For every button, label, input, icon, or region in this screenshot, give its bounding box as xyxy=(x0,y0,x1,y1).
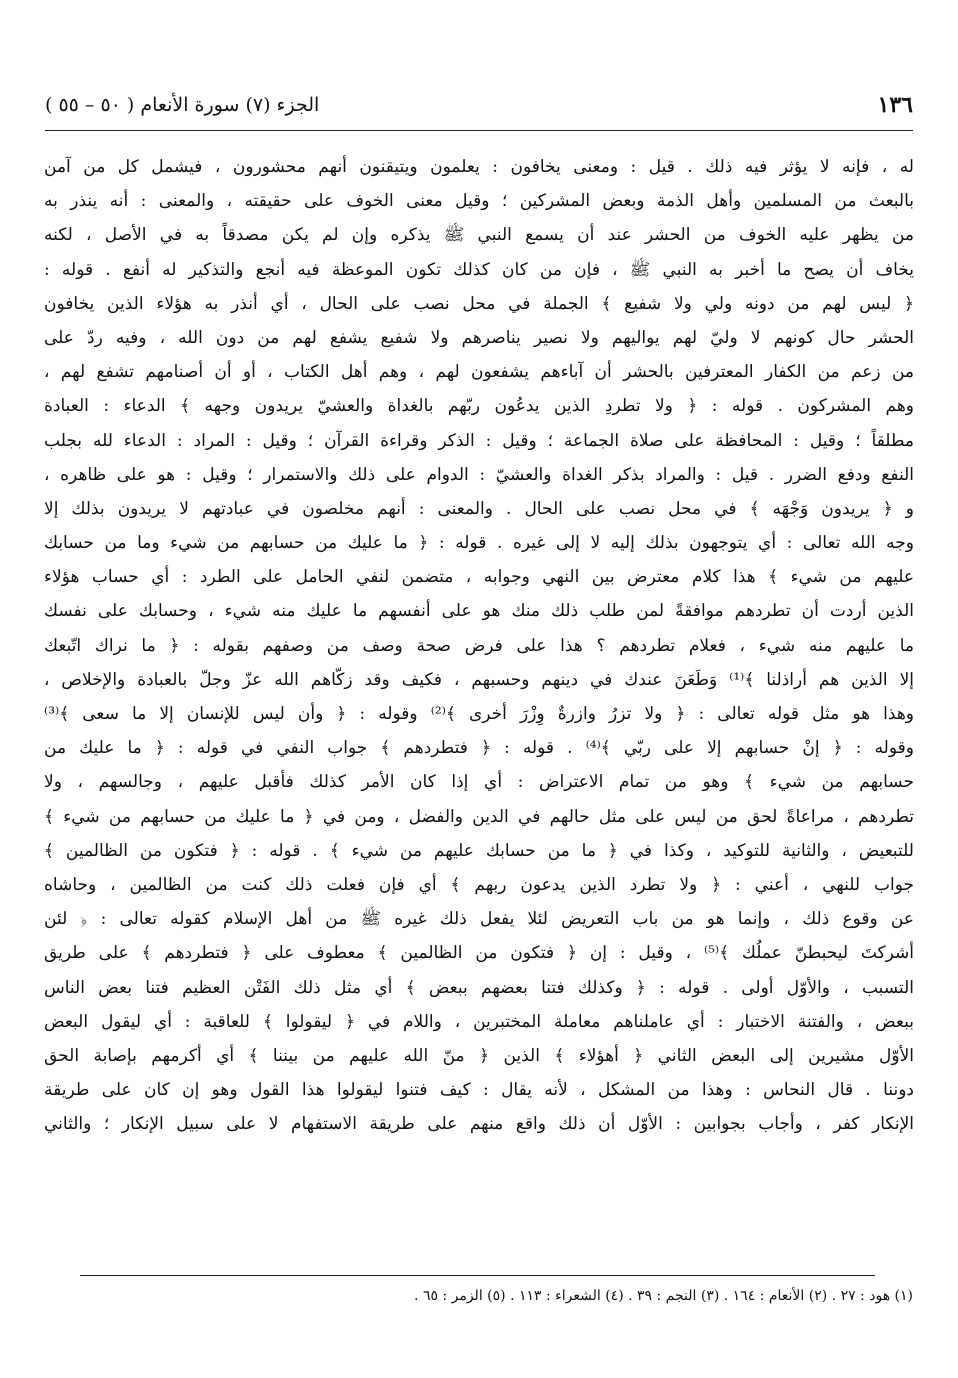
text-line: مطلقاً ؛ وقيل : المحافظة على صلاة الجماعة ؛ وقيل : الذكر وقراءة القرآن ؛ وقيل : المراد : الدعاء لله بجلب xyxy=(44,430,914,451)
text-line: وجه الله تعالى : أي يتوجهون بذلك إليه لا إلى غيره . قوله : ﴿ ما عليك من حسابهم من شيء وما من حسابك xyxy=(44,533,914,554)
text-line: ما عليهم منه شيء ، فعلام تطردهم ؟ هذا على فرض صحة وصف من وصفهم بقوله : ﴿ ما نراك اتّبعك xyxy=(44,635,914,656)
text-line: عليهم من شيء ﴾ هذا كلام معترض بين النهي وجوابه ، متضمن لنفي الحامل على الطرد : أي حساب هؤلاء xyxy=(44,567,914,588)
body-text xyxy=(44,150,914,1141)
text-line: الإنكار كفر ، وأجاب بجوابين : الأوّل أن ذلك واقع منهم على طريقة الاستفهام لا على سبيل الإنكار ؛ والثاني xyxy=(44,1114,914,1135)
footnotes: (١) هود : ٢٧ . (٢) الأنعام : ١٦٤ . (٣) النجم : ٣٩ . (٤) الشعراء : ١١٣ . (٥) الزمر : ٦٥ . xyxy=(414,1288,913,1304)
text-line: له ، فإنه لا يؤثر فيه ذلك . قيل : ومعنى يخافون : يعلمون ويتيقنون أنهم محشورون ، فيشمل كل من آمن xyxy=(44,157,914,177)
text-line: التسبب ، والأوّل أولى . قوله : ﴿ وكذلك فتنا بعضهم ببعض ﴾ أي مثل ذلك الفَتْن العظيم فتنا بعض الناس xyxy=(44,977,914,998)
text-line: الحشر حال كونهم لا وليّ لهم يواليهم ولا نصير يناصرهم ولا شفيع يشفع لهم من دون الله ، وفيه ردّ على xyxy=(44,327,914,348)
text-line: إلا الذين هم أراذلنا ﴾⁽¹⁾ وَطَعَنَ عندك في دينهم وحسبهم ، فكيف وقد زكّاهم الله عزّ وجلّ بالعبادة والإخلاص ، xyxy=(44,669,914,690)
page-number: ١٣٦ xyxy=(877,92,913,118)
header-rule xyxy=(45,130,913,131)
text-line: الذين أردت أن تطردهم موافقةً لمن طلب ذلك منك هو على أنفسهم ما عليك منه شيء ، وحسابك على نفسك xyxy=(44,601,914,622)
text-line: من زعم من الكفار المعترفين بالحشر أن آباءهم يشفعون لهم ، وهم أهل الكتاب ، أو أن أصنامهم تشفع لهم ، xyxy=(44,362,914,383)
text-line: جواب للنهي ، أعني : ﴿ ولا تطرد الذين يدعون ربهم ﴾ أي فإن فعلت ذلك كنت من الظالمين ، وحاشاه xyxy=(44,874,914,895)
text-line: دوننا . قال النحاس : وهذا من المشكل ، لأنه يقال : كيف فتنوا ليقولوا هذا القول وهو إن كان على طريقة xyxy=(44,1080,914,1101)
text-line: أشركتَ ليحبطنّ عملُك ﴾⁽⁵⁾ ، وقيل : إن ﴿ فتكون من الظالمين ﴾ معطوف على ﴿ فتطردهم ﴾ على طريق xyxy=(44,943,914,964)
text-line: يخاف أن يصح ما أخبر به النبي ﷺ ، فإن من كان كذلك تكون الموعظة فيه أنجع والتذكير له أنفع . قوله : xyxy=(44,259,914,280)
text-line: تطردهم ، مراعاةً لحق من ليس على مثل حالهم في الدين والفضل ، ومن في ﴿ ما عليك من حسابهم من شيء ﴾ xyxy=(44,806,914,827)
text-line: من يظهر عليه الخوف من الحشر عند أن يسمع النبي ﷺ يذكره وإن لم يكن مصدقاً به في الأصل ، لكنه xyxy=(44,225,914,246)
text-line: عن وقوع ذلك ، وإنما هو من باب التعريض لئلا يفعل ذلك غيره ﷺ من أهل الإسلام كقوله تعالى : ﴿ لئن xyxy=(44,909,914,930)
running-title: الجزء (٧) سورة الأنعام ( ٥٠ – ٥٥ ) xyxy=(45,94,320,116)
text-line: حسابهم من شيء ﴾ وهو من تمام الاعتراض : أي إذا كان الأمر كذلك فأقبل عليهم ، وجالسهم ، ولا xyxy=(44,772,914,793)
text-line: وهم المشركون . قوله : ﴿ ولا تطردِ الذين يدعُون ربّهم بالغداة والعشيّ يريدون وجهه ﴾ الدعاء : العبادة xyxy=(44,396,914,417)
text-line: ﴿ ليس لهم من دونه ولي ولا شفيع ﴾ الجملة في محل نصب على الحال ، أي أنذر به هؤلاء الذين يخافون xyxy=(44,293,914,314)
footnote-rule xyxy=(80,1275,875,1276)
text-line: الأوّل مشيرين إلى البعض الثاني ﴿ أهؤلاء ﴾ الذين ﴿ منّ الله عليهم من بيننا ﴾ أي أكرمهم بإصابة الحق xyxy=(44,1045,914,1066)
text-line: بالبعث من المسلمين وأهل الذمة وبعض المشركين ؛ وقيل معنى الخوف على حقيقته ، والمعنى : أنه ينذر به xyxy=(44,191,914,212)
text-line: وقوله : ﴿ إنْ حسابهم إلا على ربّي ﴾⁽⁴⁾ . قوله : ﴿ فتطردهم ﴾ جواب النفي في قوله : ﴿ ما عليك من xyxy=(44,738,914,759)
text-line: النفع ودفع الضرر . قيل : والمراد بذكر الغداة والعشيّ : الدوام على ذلك والاستمرار ؛ وقيل : هو على ظاهره ، xyxy=(44,464,914,485)
text-line: وهذا هو مثل قوله تعالى : ﴿ ولا تزرُ وازرةٌ وِزْرَ أخرى ﴾⁽²⁾ وقوله : ﴿ وأن ليس للإنسان إلا ما سعى ﴾⁽³⁾ xyxy=(44,704,914,724)
text-line: و ﴿ يريدون وَجْهَه ﴾ في محل نصب على الحال . والمعنى : أنهم مخلصون في عبادتهم لا يريدون بذلك إلا xyxy=(44,498,914,519)
text-line: للتبعيض ، والثانية للتوكيد ، وكذا في ﴿ ما من حسابك عليهم من شيء ﴾ . قوله : ﴿ فتكون من الظالمين ﴾ xyxy=(44,840,914,861)
running-head xyxy=(45,92,913,126)
text-line: ببعض ، والفتنة الاختبار : أي عاملناهم معاملة المختبرين ، واللام في ﴿ ليقولوا ﴾ للعاقبة : أي ليقول البعض xyxy=(44,1011,914,1032)
